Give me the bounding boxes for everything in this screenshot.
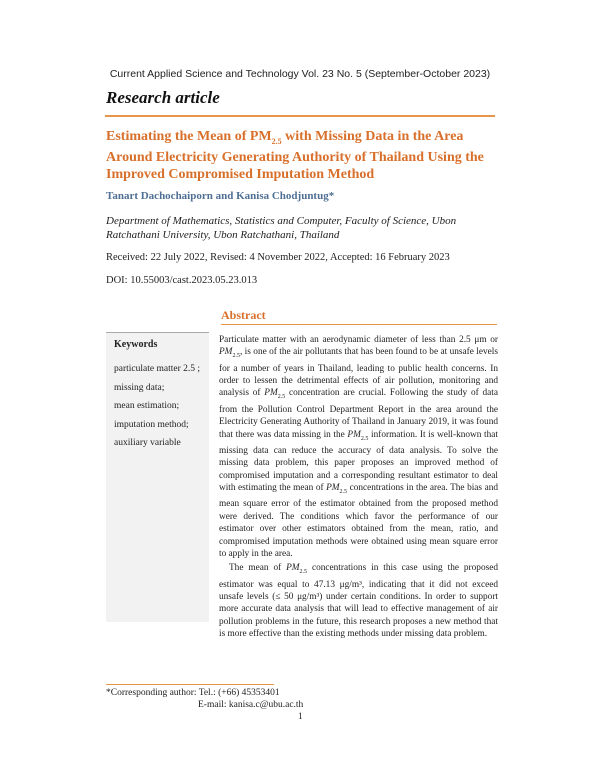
keyword-item: imputation method; bbox=[114, 419, 189, 430]
doi: DOI: 10.55003/cast.2023.05.23.013 bbox=[106, 275, 258, 286]
title-part1: Estimating the Mean of PM bbox=[106, 129, 272, 144]
affiliation: Department of Mathematics, Statistics and Computer, Faculty of Science, Ubon Ratchathani University, Ubon Ratchathani, Thailand bbox=[106, 215, 457, 241]
corresponding-author: *Corresponding author: Tel.: (+66) 45353401 bbox=[106, 688, 280, 698]
corresponding-email: E-mail: kanisa.c@ubu.ac.th bbox=[198, 700, 304, 710]
keyword-item: mean estimation; bbox=[114, 401, 180, 411]
paper-title bbox=[106, 129, 498, 183]
pm25-term: $PM_{2.5}$ bbox=[286, 563, 308, 576]
keyword-item: particulate matter 2.5 ; bbox=[114, 364, 200, 374]
keywords-heading: Keywords bbox=[114, 339, 158, 350]
submission-dates: Received: 22 July 2022, Revised: 4 November 2022, Accepted: 16 February 2023 bbox=[106, 252, 450, 263]
abstract-paragraph-2: The mean of $PM_{2.5}$ concentrations in this case using the proposed estimator was equal to 47.13 μg/m³, indicating that it did not exceed unsafe levels (≤ 50 μg/m³) under certain conditions. In order to support more accurate data analysis that will lead to effective management of air pollution problems in the future, this research proposes a new method that is more effective than the existing methods under missing data problem. bbox=[219, 563, 498, 640]
pm25-term: $PM_{2.5}$ bbox=[347, 429, 369, 442]
section-label: Research article bbox=[106, 88, 220, 107]
keyword-item: missing data; bbox=[114, 382, 165, 393]
authors: Tanart Dachochaiporn and Kanisa Chodjuntug* bbox=[106, 190, 335, 202]
abstract-paragraph-1: Particulate matter with an aerodynamic diameter of less than 2.5 μm or $PM_{2.5}$, is one of the air pollutants that has been found to be at unsafe levels for a number of years in Thailand, leading to public health concerns. In order to lessen the detrimental effects of air pollution, monitoring and analysis of $PM_{2.5}$ concentration are crucial. Following the study of data from the Pollution Control Department Report in the area around the Electricity Generating Authority of Thailand in January 2019, it was found that there was data missing in the $PM_{2.5}$ information. It is well-known that missing data can reduce the accuracy of data analysis. To solve the missing data problem, this paper proposes an improved method of compromised imputation and a corresponding resultant estimator to deal with estimating the mean of $PM_{2.5}$ concentrations in the area. The bias and mean square error of the estimator obtained from the proposed method were derived. The conditions which favor the performance of our estimator over other estimators obtained from the mean, ratio, and compromised imputation methods were obtained using mean square error to apply in the area. bbox=[219, 335, 498, 559]
abstract-divider bbox=[221, 324, 497, 325]
pm25-term: $PM_{2.5}$ bbox=[326, 483, 348, 495]
pm25-term: $PM_{2.5}$ bbox=[264, 388, 286, 401]
keyword-item: auxiliary variable bbox=[114, 438, 181, 448]
title-part2: with Missing Data in the Area Around Electricity Generating Authority of Thailand Using the Improved Compromised Imputation Method bbox=[106, 129, 484, 182]
journal-header: Current Applied Science and Technology Vol. 23 No. 5 (September-October 2023) bbox=[109, 68, 491, 80]
keywords-box-border bbox=[106, 332, 209, 333]
keywords-list bbox=[114, 360, 208, 453]
abstract-body bbox=[219, 334, 498, 641]
abstract-heading: Abstract bbox=[221, 308, 266, 322]
header-divider bbox=[105, 115, 495, 117]
pm25-term: $PM_{2.5}$ bbox=[219, 347, 240, 360]
footnote-divider bbox=[106, 684, 274, 685]
page-number: 1 bbox=[298, 712, 303, 722]
title-subscript: 2.5 bbox=[271, 136, 282, 146]
